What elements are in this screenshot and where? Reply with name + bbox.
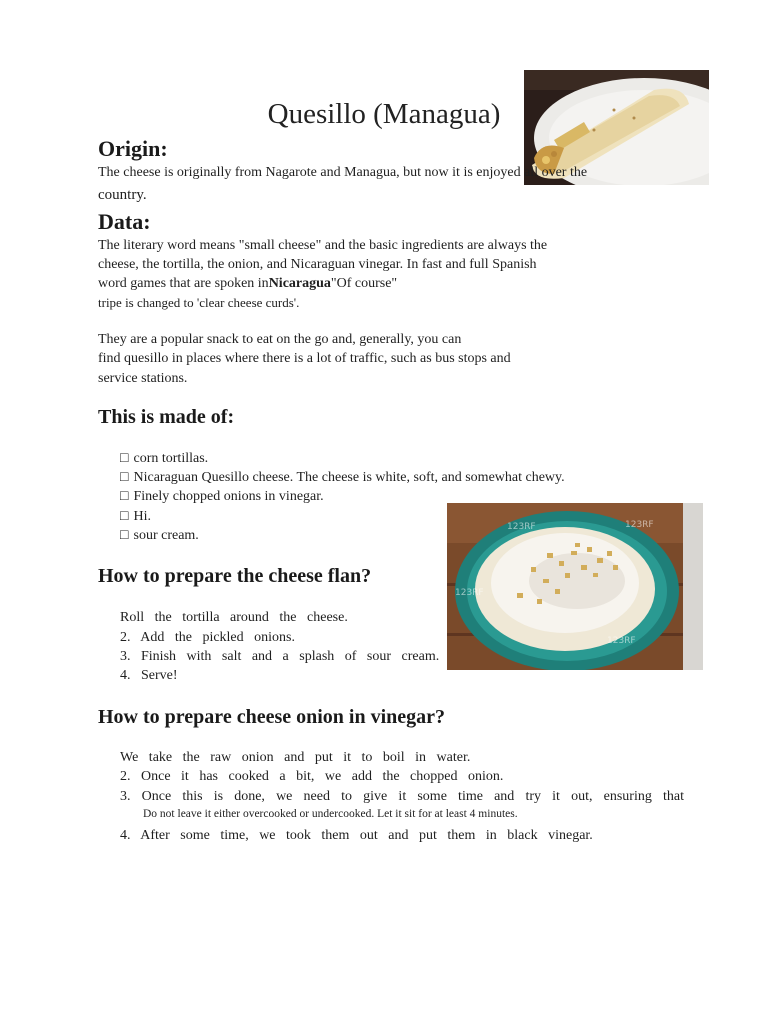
flan-step: 2. Add the pickled onions.	[120, 630, 295, 645]
data-para2-line3: service stations.	[98, 371, 188, 386]
data-text-line4: tripe is changed to 'clear cheese curds'.	[98, 295, 300, 310]
watermark-text: 123RF	[455, 588, 484, 598]
ingredient-item	[120, 489, 324, 505]
origin-text-line2: country.	[98, 187, 147, 203]
flan-heading: How to prepare the cheese flan?	[98, 565, 372, 587]
flan-step: 4. Serve!	[120, 668, 178, 683]
bullet-box-icon: □	[120, 451, 129, 466]
origin-text-line1: The cheese is originally from Nagarote and Managua, but now it is enjoyed all over the	[98, 165, 588, 180]
ingredient-item	[120, 509, 151, 525]
watermark-text: 123RF	[507, 522, 536, 532]
flan-step: 3. Finish with salt and a splash of sour cream.	[120, 649, 440, 664]
bullet-box-icon: □	[120, 489, 129, 504]
data-text-line3	[98, 274, 397, 294]
bullet-box-icon: □	[120, 528, 129, 543]
ingredient-label: Finely chopped onions in vinegar.	[133, 489, 324, 504]
onion-step: 2. Once it has cooked a bit, we add the chopped onion.	[120, 769, 504, 784]
made-of-heading: This is made of:	[98, 406, 235, 428]
nicaragua-bold: Nicaragua	[268, 276, 331, 291]
onion-step: 4. After some time, we took them out and put them in black vinegar.	[120, 828, 593, 843]
ingredient-item	[120, 470, 565, 486]
data-text-line2: cheese, the tortilla, the onion, and Nicaraguan vinegar. In fast and full Spanish	[98, 257, 537, 272]
onion-step: We take the raw onion and put it to boil in water.	[120, 750, 471, 765]
data-para2-line2: find quesillo in places where there is a lot of traffic, such as bus stops and	[98, 351, 511, 366]
data-text-line3-start: word games that are spoken in	[98, 276, 269, 291]
onion-step: 3. Once this is done, we need to give it some time and try it out, ensuring that	[120, 789, 684, 804]
data-text-line1: The literary word means "small cheese" and the basic ingredients are always the	[98, 238, 548, 253]
watermark-text: 123RF	[625, 520, 654, 530]
watermark-text: 123RF	[607, 636, 636, 646]
ingredient-label: sour cream.	[133, 528, 199, 543]
bullet-box-icon: □	[120, 509, 129, 524]
flan-step: Roll the tortilla around the cheese.	[120, 610, 348, 625]
data-para2-line1: They are a popular snack to eat on the go and, generally, you can	[98, 332, 462, 347]
origin-heading: Origin:	[98, 136, 168, 161]
ingredient-label: corn tortillas.	[133, 451, 209, 466]
onion-step-note: Do not leave it either overcooked or undercooked. Let it sit for at least 4 minutes.	[143, 808, 518, 820]
onion-heading: How to prepare cheese onion in vinegar?	[98, 706, 446, 728]
ingredient-item	[120, 528, 199, 544]
data-text-line3-end: "Of course"	[330, 276, 398, 291]
data-heading: Data:	[98, 209, 151, 234]
ingredient-item	[120, 451, 208, 467]
ingredient-label: Hi.	[133, 509, 151, 524]
page-title: Quesillo (Managua)	[267, 98, 501, 130]
bullet-box-icon: □	[120, 470, 129, 485]
quesillo-plate-photo	[447, 503, 703, 670]
ingredient-label: Nicaraguan Quesillo cheese. The cheese is white, soft, and somewhat chewy.	[133, 470, 565, 485]
